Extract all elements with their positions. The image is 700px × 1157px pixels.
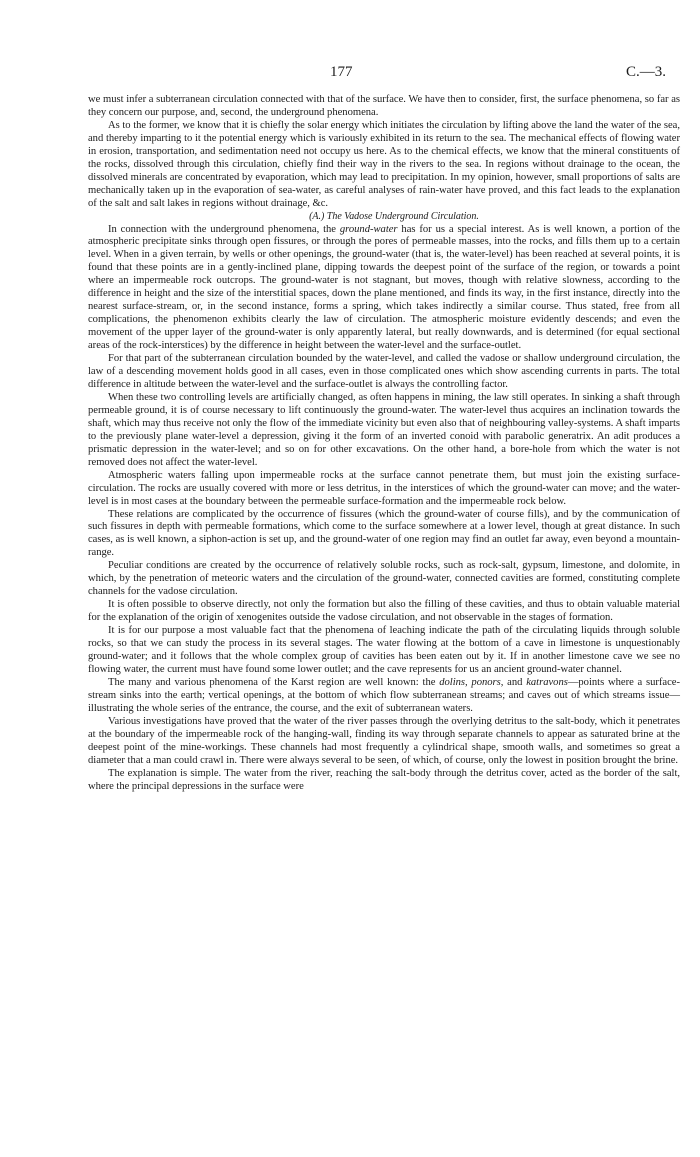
- paragraph: we must infer a subterranean circulation connected with that of the surface. We have then to consider, first, the surface phenomena, so far as they concern our purpose, and, second, the underground phenomena.: [88, 94, 680, 118]
- text-run: —points where a surface-stream sinks into the earth; vertical openings, at the bottom of which flow subterranean streams; and caves out of which streams issue—illustrating the whole series of the entrance, the course, and the exit of subterranean waters.: [88, 676, 680, 714]
- paragraph-karst: [88, 677, 680, 716]
- paragraph: Atmospheric waters falling upon impermeable rocks at the surface cannot penetrate them, but must join the existing surface-circulation. The rocks are usually covered with more or less detritus, in the interstices of which the ground-water can move; and the water-level is in most cases at the boundary between the permeable surface-formation and the impermeable rock below.: [88, 469, 680, 507]
- text-run: In connection with the underground phenomena, the: [108, 223, 340, 235]
- italic-term: katravons: [526, 676, 568, 688]
- paragraph: It is for our purpose a most valuable fact that the phenomena of leaching indicate the path of the circulating liquids through soluble rocks, so that we can study the process in its several stages. The water flowing at the bottom of a cave in limestone is unquestionably ground-water; and it follows that the whole complex group of cavities has been eaten out by it. If in another limestone cave we see no flowing water, the current must have found some lower outlet; and the cave represents for us an ancient ground-water channel.: [88, 625, 680, 675]
- paragraph: These relations are complicated by the occurrence of fissures (which the ground-water of course fills), and by the communication of such fissures in depth with permeable formations, which come to the surface somewhere at a lower level, though at great distance. In such cases, as is well known, a siphon-action is set up, and the ground-water of one region may find an outlet far away, even beyond a mountain-range.: [88, 508, 680, 559]
- text-run: The many and various phenomena of the Karst region are well known: the: [108, 676, 440, 688]
- body-text: [88, 94, 680, 793]
- paragraph: It is often possible to observe directly, not only the formation but also the filling of these cavities, and thus to obtain valuable material for the explanation of the origin of xenogenites outside the vadose circulation, and not observable in the stages of formation.: [88, 599, 680, 624]
- italic-term: dolins, ponors,: [439, 676, 504, 688]
- page-number: 177: [330, 64, 353, 80]
- section-reference: C.—3.: [625, 64, 666, 80]
- paragraph: Various investigations have proved that the water of the river passes through the overlying detritus to the salt-body, which it penetrates at the boundary of the impermeable rock of the hanging-wall, finding its way through separate channels to appear as saturated brine at the deepest point of the mine-workings. These channels had most frequently a cylindrical shape, smooth walls, and sometimes so great a diameter that a man could crawl in. There were always several to be seen, of which, of course, only the lowest in position brought the brine.: [88, 715, 680, 766]
- text-run: and: [503, 676, 527, 688]
- paragraph-ground-water: [88, 224, 680, 354]
- page-header: [0, 64, 700, 86]
- text-run: has for us a special interest. As is well known, a portion of the atmospheric precipitate sinks through open fissures, or through the pores of permeable masses, into the rocks, and fills them up to a certain level. When in a given terrain, by wells or other openings, the ground-water (that is, the water-level) has been reached at several points, it is found that these points are in a gently-inclined plane, dipping towards the deepest point of the surface of the region, or towards a point where an impermeable rock outcrops. The ground-water is not stagnant, but moves, though with relative slowness, according to the difference in height and the size of the interstitial spaces, down the plane mentioned, and finds its way, in the first instance, directly into the nearest surface-stream, or, in the second instance, forms a spring, which takes indirectly a similar course. Thus stated, free from all complications, the phenomenon exhibits clearly the law of circulation. The atmospheric moisture evidently descends; and even the movement of the upper layer of the ground-water is only apparently lateral, but really downwards, and is determined (for equal sectional areas of the rock-interstices) by the difference in height between the water-level and the surface-outlet.: [88, 223, 680, 352]
- paragraph: Peculiar conditions are created by the occurrence of relatively soluble rocks, such as rock-salt, gypsum, limestone, and dolomite, in which, by the penetration of meteoric waters and the circulation of the ground-water, connected cavities are formed, constituting complete channels for the vadose circulation.: [88, 560, 680, 598]
- section-subheading: (A.) The Vadose Underground Circulation.: [309, 210, 479, 222]
- paragraph: For that part of the subterranean circulation bounded by the water-level, and called the vadose or shallow underground circulation, the law of a descending movement holds good in all cases, even in those complicated ones which show ascending currents in parts. The total difference in altitude between the water-level and the surface-outlet is always the controlling factor.: [88, 353, 680, 390]
- paragraph: The explanation is simple. The water from the river, reaching the salt-body through the detritus cover, acted as the border of the salt, where the principal depressions in the surface were: [88, 767, 680, 792]
- italic-term: ground-water: [339, 223, 398, 235]
- paragraph: When these two controlling levels are artificially changed, as often happens in mining, the law still operates. In sinking a shaft through permeable ground, it is of course necessary to lift continuously the ground-water. The water-level thus acquires an inclination towards the shaft, which may thus receive not only the flow of the immediate vicinity but even also that of neighbouring valley-systems. A shaft imparts to the previously plane water-level a depression, giving it the form of an inverted conoid with parabolic generatrix. An adit produces a prismatic depression in the water-level; and so on for other excavations. On the other hand, a bore-hole from which the water is not removed does not affect the water-level.: [88, 391, 680, 468]
- paragraph: As to the former, we know that it is chiefly the solar energy which initiates the circulation by lifting above the land the water of the sea, and thereby imparting to it the potential energy which is variously exhibited in its return to the sea. The mechanical effects of flowing water in erosion, transportation, and sedimentation need not occupy us here. As to the chemical effects, we know that the mineral constituents of the rocks, dissolved through this circulation, chiefly find their way in the rivers to the sea. In regions without drainage to the ocean, the dissolved minerals are concentrated by evaporation, which may lead to precipitation. In my opinion, however, small proportions of salts are mechanically taken up in the evaporation of sea-water, as careful analyses of rain-water have proved, and this fact leads to the explanation of the salt and salt lakes in regions without drainage, &c.: [88, 119, 680, 209]
